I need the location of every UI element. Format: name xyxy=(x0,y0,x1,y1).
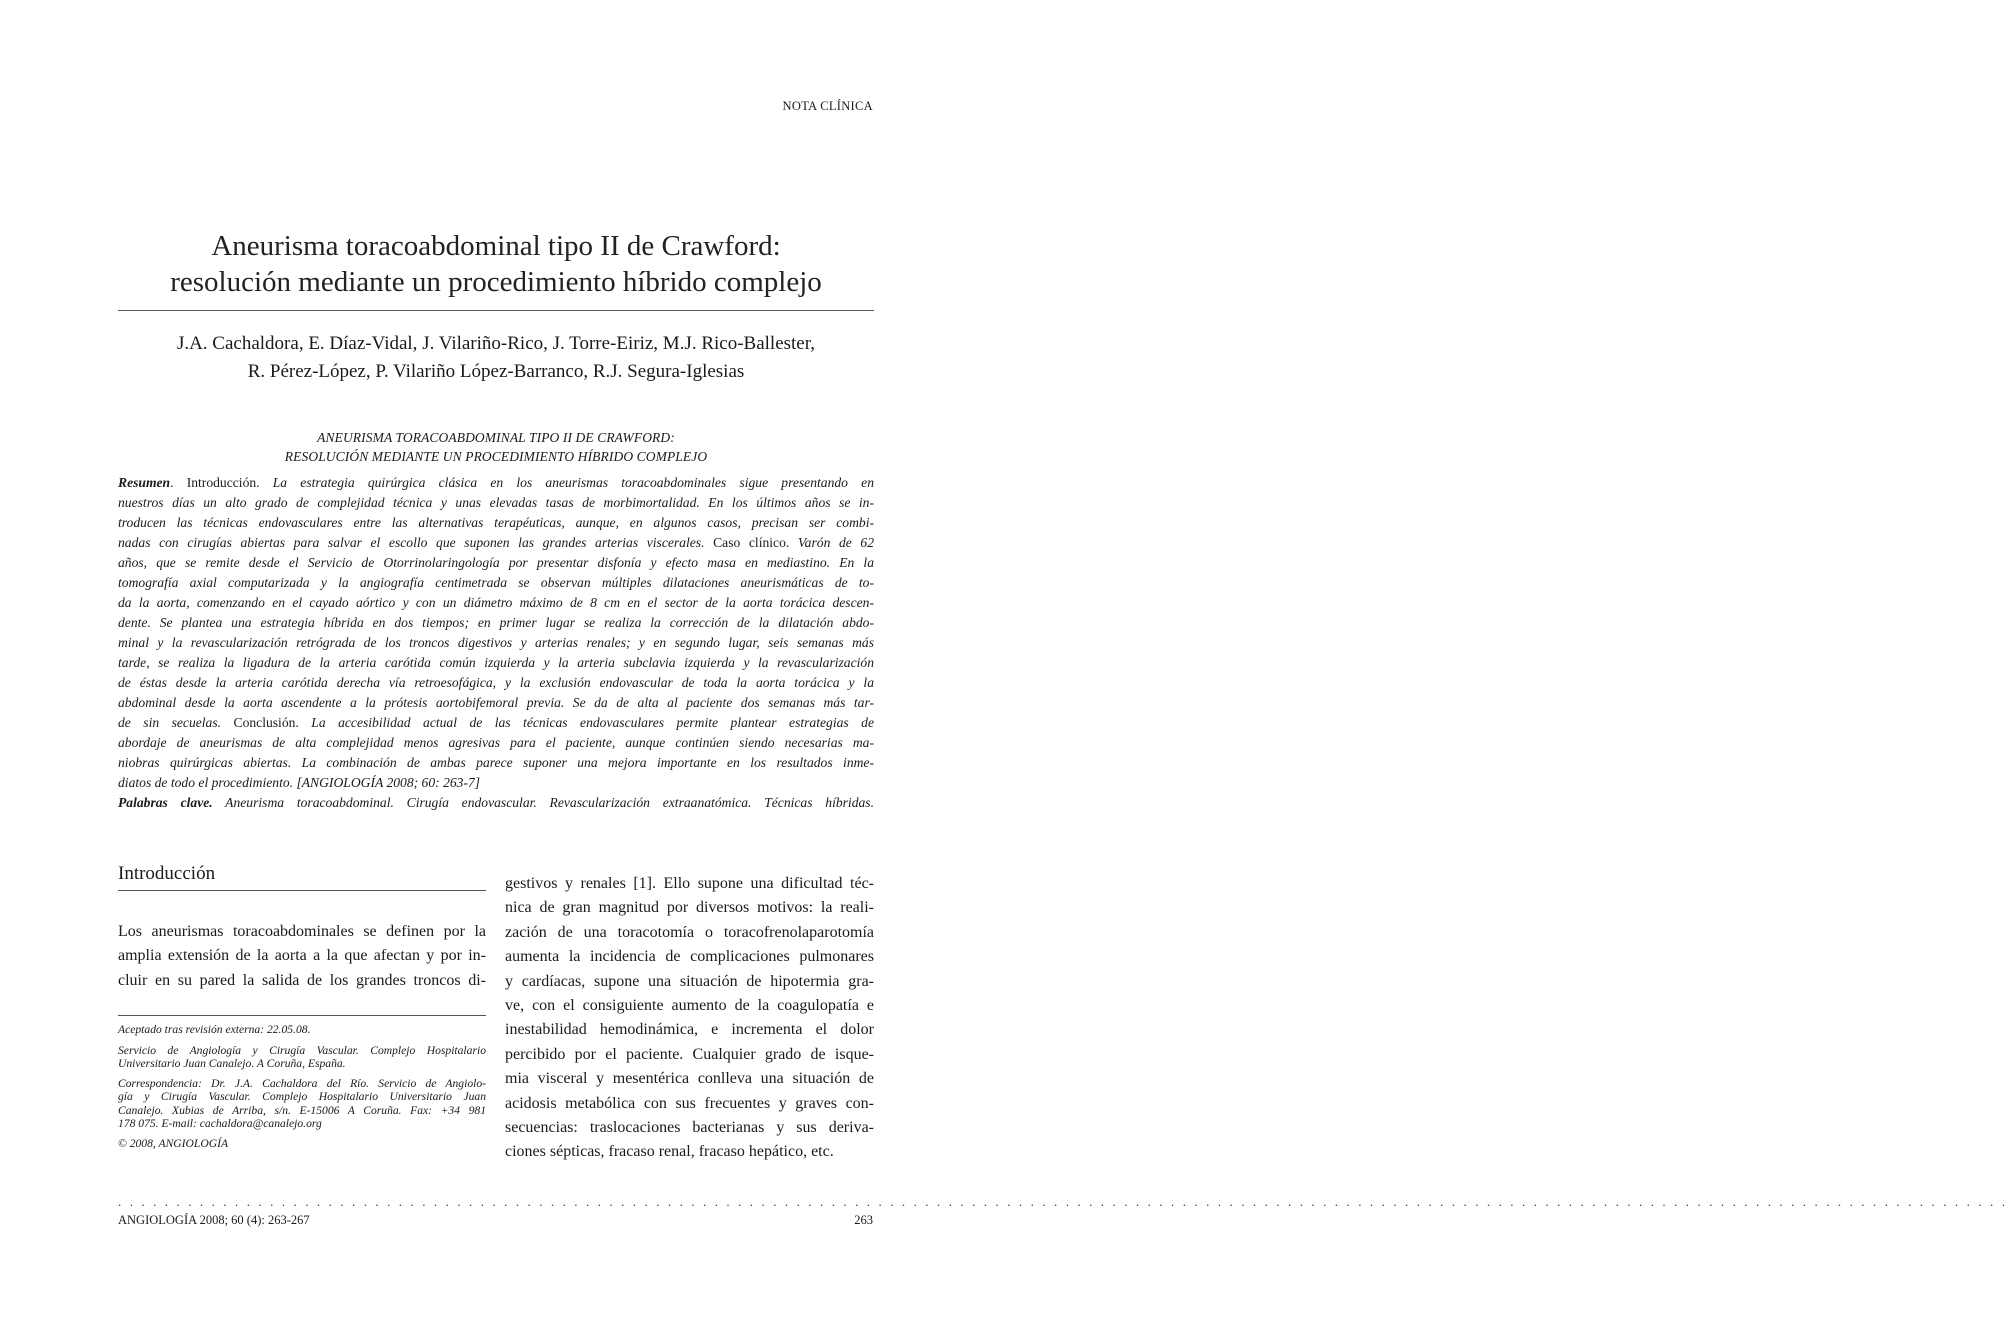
abstract-line: niobras quirúrgicas abiertas. La combinación de ambas parece suponer una mejora importante en los resultados inme- xyxy=(118,755,874,770)
right-column xyxy=(505,872,874,1165)
text-line: cluir en su pared la salida de los grandes troncos di- xyxy=(118,971,486,989)
abstract-line: diatos de todo el procedimiento. [ANGIOLOGÍA 2008; 60: 263-7] xyxy=(118,775,481,790)
footnote-divider xyxy=(118,1015,486,1016)
abstract-line: abdominal desde la aorta ascendente a la prótesis aortobifemoral previa. Se da de alta al paciente dos semanas más tar- xyxy=(118,695,874,710)
intro-paragraph-continued xyxy=(505,872,874,1165)
title-divider xyxy=(118,310,874,311)
title-line: Aneurisma toracoabdominal tipo II de Crawford: xyxy=(211,230,781,262)
section-heading-introduccion: Introducción xyxy=(118,862,486,891)
abstract-title-line: ANEURISMA TORACOABDOMINAL TIPO II DE CRAWFORD: xyxy=(317,430,675,445)
note-correspondence: Correspondencia: Dr. J.A. Cachaldora del Río. Servicio de Angiolo- gía y Cirugía Vascular. Complejo Hospitalario Universitario Juan Canalejo. Xubias de Arriba, s/n. E-15006 A Coruña. Fax: +34 981 178 075. E-mail: cachaldora@canalejo.org xyxy=(118,1077,486,1130)
text-line: nica de gran magnitud por diversos motivos: la reali- xyxy=(505,899,874,917)
authors-line: R. Pérez-López, P. Vilariño López-Barranco, R.J. Segura-Iglesias xyxy=(247,361,745,382)
abstract-line: nuestros días un alto grado de complejidad técnica y unas elevadas tasas de morbimortalidad. En los últimos años se in- xyxy=(118,495,874,510)
text-line: aumenta la incidencia de complicaciones pulmonares xyxy=(505,948,874,966)
text-line: mia visceral y mesentérica conlleva una situación de xyxy=(505,1070,874,1088)
title-line: resolución mediante un procedimiento híbrido complejo xyxy=(170,266,822,298)
keywords-line xyxy=(118,793,874,813)
abstract-title-line: RESOLUCIÓN MEDIANTE UN PROCEDIMIENTO HÍBRIDO COMPLEJO xyxy=(284,449,708,464)
page-number: 263 xyxy=(854,1213,873,1227)
note-accepted: Aceptado tras revisión externa: 22.05.08. xyxy=(118,1023,311,1037)
footer-citation: ANGIOLOGÍA 2008; 60 (4): 263-267 xyxy=(118,1213,310,1227)
left-column xyxy=(118,862,486,1151)
text-line: ciones sépticas, fracaso renal, fracaso hepático, etc. xyxy=(505,1143,834,1161)
text-line: Los aneurismas toracoabdominales se definen por la xyxy=(118,923,486,940)
abstract-line: de sin secuelas. Conclusión. La accesibilidad actual de las técnicas endovasculares permite plantear estrategias de xyxy=(118,715,874,730)
section-label: NOTA CLÍNICA xyxy=(782,99,873,113)
abstract-line: tarde, se realiza la ligadura de la arteria carótida común izquierda y la arteria subclavia izquierda y la revascularización xyxy=(118,655,874,670)
footer-dotted-rule: . . . . . . . . . . . . . . . . . . . . . . . . . . . . . . . . . . . . . . . . . . . . . . . . . . . . . . . . . . . . . . . . . . . . . . . . . . . . . . . . . . . . . . . . . . . . . . . . . . . . . . . . . . . . . . . . . . . . . . . . . . . . . . . . . . . . . . . . . . . . . . . . . . . . . . . . . . . . . . . . . . xyxy=(118,1194,2008,1209)
text-line: acidosis metabólica con sus frecuentes y graves con- xyxy=(505,1094,874,1112)
text-line: secuencias: traslocaciones bacterianas y sus deriva- xyxy=(505,1119,874,1137)
intro-label: Introducción. xyxy=(186,475,260,490)
text-line: inestabilidad hemodinámica, e incrementa el dolor xyxy=(505,1021,874,1039)
abstract-line: de éstas desde la arteria carótida derecha vía retroesofágica, y la exclusión endovascular de toda la aorta torácica y la xyxy=(118,675,874,690)
authors-line: J.A. Cachaldora, E. Díaz-Vidal, J. Vilariño-Rico, J. Torre-Eiriz, M.J. Rico-Ballester, xyxy=(176,333,816,354)
abstract-line: minal y la revascularización retrógrada de los troncos digestivos y arterias renales; y en segundo lugar, seis semanas más xyxy=(118,635,874,650)
caso-label: Caso clínico. xyxy=(704,535,790,550)
conclusion-label: Conclusión. xyxy=(221,715,299,730)
abstract-line: da la aorta, comenzando en el cayado aórtico y con un diámetro máximo de 8 cm en el sector de la aorta torácica descen- xyxy=(118,595,874,610)
abstract-body xyxy=(118,473,874,813)
text-line: amplia extensión de la aorta a la que afectan y por in- xyxy=(118,947,486,965)
abstract-line: tomografía axial computarizada y la angiografía centimetrada se observan múltiples dilataciones aneurismáticas de to- xyxy=(118,575,874,590)
resumen-label: Resumen xyxy=(118,475,171,490)
article-title xyxy=(118,228,874,300)
abstract-line: troducen las técnicas endovasculares entre las alternativas terapéuticas, aunque, en algunos casos, precisan ser combi- xyxy=(118,515,874,530)
keywords: Aneurisma toracoabdominal. Cirugía endovascular. Revascularización extraanatómica. Técnicas híbridas. xyxy=(212,795,874,810)
note-copyright: © 2008, ANGIOLOGÍA xyxy=(118,1137,229,1151)
keywords-label: Palabras clave. xyxy=(118,795,213,810)
abstract-line: Resumen. Introducción. La estrategia quirúrgica clásica en los aneurismas toracoabdominales sigue presentando en xyxy=(118,475,874,490)
abstract-title xyxy=(118,428,874,466)
text-line: gestivos y renales [1]. Ello supone una dificultad téc- xyxy=(505,875,874,892)
text-line: zación de una toracotomía o toracofrenolaparotomía xyxy=(505,923,874,941)
text-line: ve, con el consiguiente aumento de la coagulopatía e xyxy=(505,997,874,1015)
note-affiliation: Servicio de Angiología y Cirugía Vascular. Complejo Hospitalario Universitario Juan Canalejo. A Coruña, España. xyxy=(118,1043,486,1070)
author-list xyxy=(118,330,874,386)
abstract-line: dente. Se plantea una estrategia híbrida en dos tiempos; en primer lugar se realiza la corrección de la dilatación abdo- xyxy=(118,615,874,630)
intro-paragraph xyxy=(118,920,486,993)
abstract-line: nadas con cirugías abiertas para salvar el escollo que suponen las grandes arterias viscerales. Caso clínico. Varón de 62 xyxy=(118,535,874,550)
text-line: percibido por el paciente. Cualquier grado de isque- xyxy=(505,1045,874,1063)
abstract-line: años, que se remite desde el Servicio de Otorrinolaringología por presentar disfonía y efecto masa en mediastino. En la xyxy=(118,555,874,570)
abstract-line: abordaje de aneurismas de alta complejidad menos agresivas para el paciente, aunque continúen siendo necesarias ma- xyxy=(118,735,874,750)
text-line: y cardíacas, supone una situación de hipotermia gra- xyxy=(505,972,874,990)
